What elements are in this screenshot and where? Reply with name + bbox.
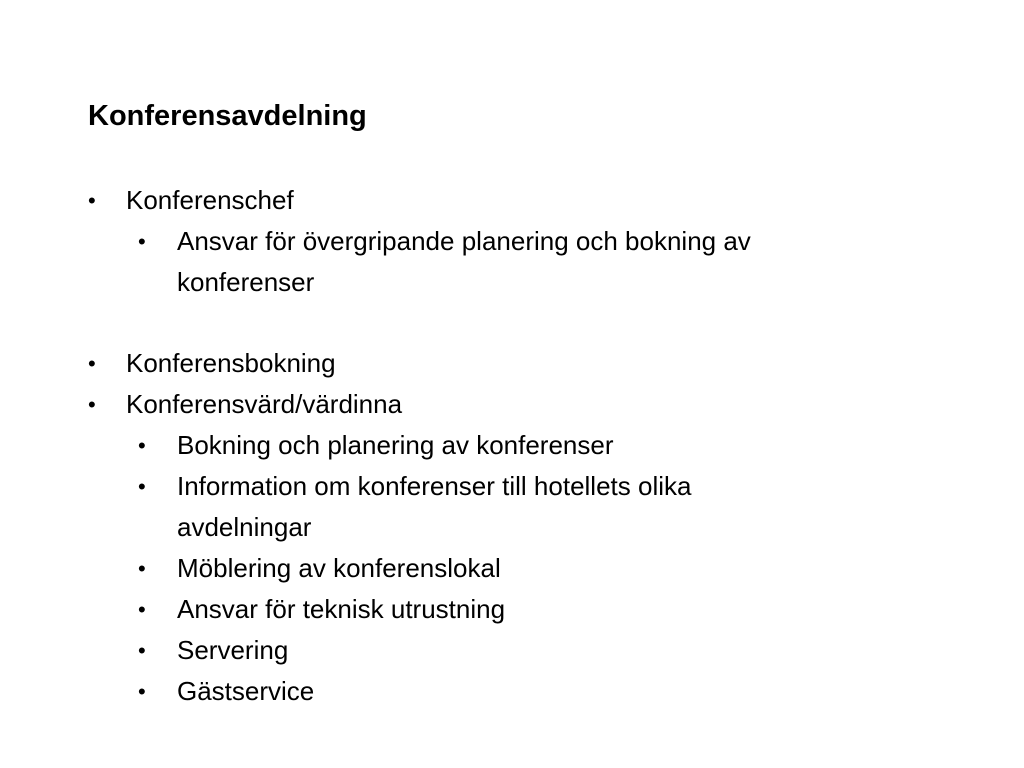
sub-bullet-label: Information om konferenser till hotellets olika bbox=[177, 471, 692, 501]
bullet-label: Konferensbokning bbox=[126, 348, 336, 378]
bullet-dot-icon: • bbox=[88, 351, 96, 376]
sub-bullet-teknisk-utrustning bbox=[0, 589, 1024, 630]
bullet-dot-icon: • bbox=[138, 638, 146, 663]
sub-bullet-continuation bbox=[0, 507, 1024, 548]
slide-title: Konferensavdelning bbox=[88, 100, 367, 132]
sub-bullet-label: avdelningar bbox=[177, 512, 312, 542]
bullet-dot-icon: • bbox=[138, 474, 146, 499]
bullet-konferensbokning bbox=[0, 343, 1024, 384]
bullet-label: Konferensvärd/värdinna bbox=[126, 389, 403, 419]
bullet-konferenschef bbox=[0, 180, 1024, 221]
sub-bullet-label: Ansvar för övergripande planering och bokning av bbox=[177, 226, 751, 256]
bullet-dot-icon: • bbox=[138, 597, 146, 622]
sub-bullet-moblering bbox=[0, 548, 1024, 589]
bullet-dot-icon: • bbox=[88, 392, 96, 417]
bullet-dot-icon: • bbox=[138, 433, 146, 458]
sub-bullet-label: Ansvar för teknisk utrustning bbox=[177, 594, 506, 624]
sub-bullet-bokning-planering bbox=[0, 425, 1024, 466]
list-spacer bbox=[0, 303, 1024, 343]
bullet-list bbox=[0, 180, 1024, 712]
sub-bullet-gastservice bbox=[0, 671, 1024, 712]
sub-bullet-label: konferenser bbox=[177, 267, 315, 297]
bullet-dot-icon: • bbox=[138, 679, 146, 704]
sub-bullet-information bbox=[0, 466, 1024, 507]
bullet-dot-icon: • bbox=[138, 229, 146, 254]
bullet-label: Konferenschef bbox=[126, 185, 294, 215]
sub-bullet-label: Gästservice bbox=[177, 676, 315, 706]
bullet-dot-icon: • bbox=[138, 556, 146, 581]
sub-bullet-label: Servering bbox=[177, 635, 289, 665]
sub-bullet-label: Möblering av konferenslokal bbox=[177, 553, 501, 583]
sub-bullet-ansvar-planering bbox=[0, 221, 1024, 262]
bullet-konferensvard bbox=[0, 384, 1024, 425]
sub-bullet-servering bbox=[0, 630, 1024, 671]
bullet-dot-icon: • bbox=[88, 188, 96, 213]
sub-bullet-label: Bokning och planering av konferenser bbox=[177, 430, 614, 460]
sub-bullet-continuation bbox=[0, 262, 1024, 303]
